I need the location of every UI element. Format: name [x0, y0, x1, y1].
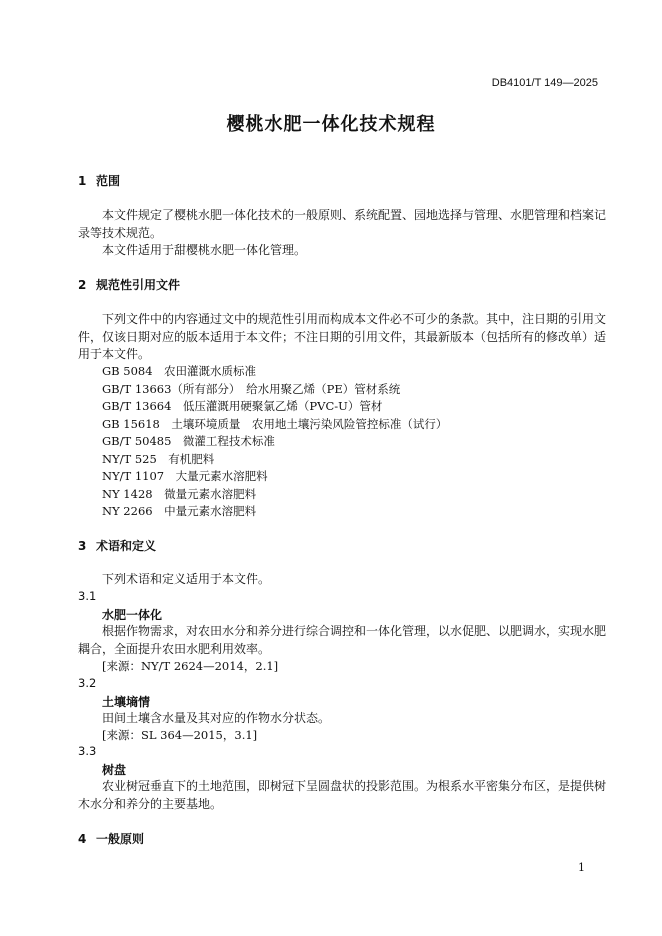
term-definition: 田间土壤含水量及其对应的作物水分状态。: [102, 711, 331, 725]
reference-item: GB/T 13664 低压灌溉用硬聚氯乙烯（PVC-U）管材: [102, 399, 383, 413]
page-title: 樱桃水肥一体化技术规程: [226, 114, 436, 135]
document-code: DB4101/T 149—2025: [491, 77, 598, 89]
reference-item: GB/T 13663（所有部分） 给水用聚乙烯（PE）管材系统: [102, 381, 401, 396]
reference-item: NY/T 1107 大量元素水溶肥料: [102, 469, 268, 483]
reference-item: GB 5084 农田灌溉水质标准: [102, 364, 257, 378]
reference-item: GB 15618 土壤环境质量 农用地土壤污染风险管控标准（试行）: [102, 416, 448, 431]
page-number: 1: [578, 861, 585, 874]
term-definition: 农业树冠垂直下的土地范围，即树冠下呈圆盘状的投影范围。为根系水平密集分布区，是提供树木水分和养分的主要基地。: [78, 779, 607, 811]
term-name: 土壤墒情: [102, 695, 151, 709]
reference-item: GB/T 50485 微灌工程技术标准: [102, 434, 275, 448]
term-source: [来源：SL 364—2015，3.1]: [102, 728, 258, 742]
term-number: 3.1: [78, 589, 97, 603]
section-title: 一般原则: [96, 832, 145, 846]
term-name: 树盘: [102, 763, 127, 777]
section-4-heading: [78, 830, 144, 847]
section-title: 规范性引用文件: [96, 278, 181, 292]
term-name: 水肥一体化: [102, 608, 163, 622]
term-source: [来源：NY/T 2624—2014，2.1]: [102, 659, 279, 673]
section-number: 2: [78, 278, 87, 292]
paragraph: 下列术语和定义适用于本文件。: [102, 572, 271, 586]
paragraph: 本文件规定了樱桃水肥一体化技术的一般原则、系统配置、园地选择与管理、水肥管理和档案记录等技术规范。: [78, 208, 607, 240]
section-2-heading: [78, 276, 180, 293]
section-number: 4: [78, 832, 87, 846]
section-3-heading: [78, 537, 156, 554]
section-1-heading: [78, 172, 120, 189]
term-definition: 根据作物需求，对农田水分和养分进行综合调控和一体化管理，以水促肥、以肥调水，实现水肥耦合，全面提升农田水肥利用效率。: [78, 624, 607, 656]
section-title: 术语和定义: [96, 539, 157, 553]
section-title: 范围: [96, 174, 121, 188]
reference-item: NY 1428 微量元素水溶肥料: [102, 486, 257, 501]
paragraph: 下列文件中的内容通过文中的规范性引用而构成本文件必不可少的条款。其中，注日期的引用文件，仅该日期对应的版本适用于本文件；不注日期的引用文件，其最新版本（包括所有的修改单）适用于本文件。: [78, 312, 607, 361]
term-number: 3.3: [78, 744, 97, 758]
reference-item: NY/T 525 有机肥料: [102, 451, 215, 466]
section-number: 1: [78, 174, 87, 188]
section-number: 3: [78, 539, 87, 553]
reference-item: NY 2266 中量元素水溶肥料: [102, 504, 257, 518]
paragraph: 本文件适用于甜樱桃水肥一体化管理。: [102, 243, 307, 257]
term-number: 3.2: [78, 676, 97, 690]
